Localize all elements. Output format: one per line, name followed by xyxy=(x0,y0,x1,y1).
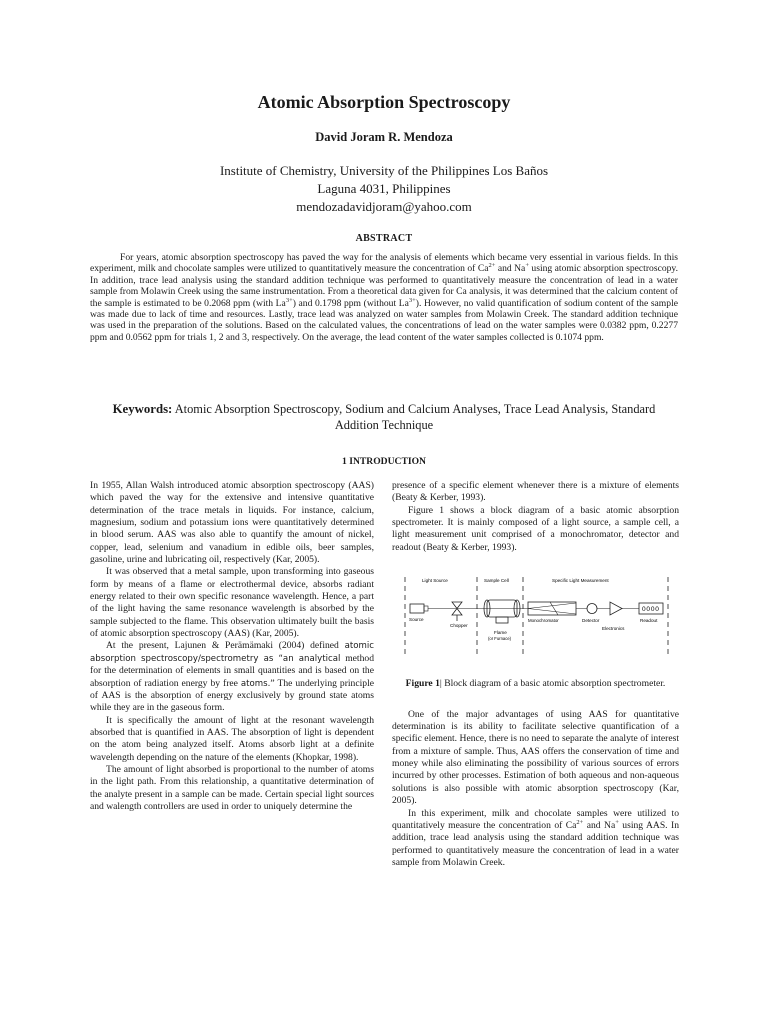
figure-label-flame: Flame xyxy=(494,630,507,636)
author-email: mendozadavidjoram@yahoo.com xyxy=(296,199,472,214)
abstract-heading: ABSTRACT xyxy=(355,233,413,244)
handwritten-style-text: atoms. xyxy=(240,678,271,689)
detector-icon xyxy=(587,604,597,614)
superscript: 2+ xyxy=(488,262,496,270)
paragraph: Figure 1 shows a block diagram of a basic atomic absorption spectrometer. It is mainly composed of a light source, a sample cell, a light measurement unit comprised of a monochromator, detector and readout (Beaty & Kerber, 1993). xyxy=(392,504,679,553)
abstract-text: ) and 0.1798 ppm (without La xyxy=(292,297,409,309)
source-lamp-icon xyxy=(410,604,424,613)
superscript: 3+ xyxy=(408,296,416,304)
left-column xyxy=(90,480,374,813)
paragraph: It is specifically the amount of light at the resonant wavelength absorbed that is quantified in AAS. The absorption of light is dependent on the atom being analyzed itself. Atoms absorb light at a definite wavelength depending on the nature of the elements (Khopkar, 1998). xyxy=(90,714,374,763)
paragraph-text: method for the determination of elements in small quantities and is based on the absorption of radiation energy by free xyxy=(90,652,374,689)
figure-label-monochromator: Monochromator xyxy=(528,618,559,624)
paragraph-text: using AAS. In addition, trace lead analysis using the standard addition technique was performed to quantitatively measure the concentration of lead in a water sample from Molawin Creek. xyxy=(392,819,679,868)
figure-label-electronics: Electronics xyxy=(602,626,625,632)
paragraph-text: In this experiment, milk and chocolate samples were utilized to quantitatively measure the concentration of Ca xyxy=(392,807,679,831)
paragraph xyxy=(90,640,374,714)
paragraph: It was observed that a metal sample, upon transforming into gaseous form by means of a flame or electrothermal device, absorbs radiant energy related to their own specific resonance wavelength. Hence, a part of the light having the same resonance wavelength is absorbed by the sample subjected to the flame. This observation ultimately built the basis of atomic absorption spectroscopy (AAS) (Kar, 2005). xyxy=(90,566,374,640)
author-name: David Joram R. Mendoza xyxy=(315,130,453,144)
paragraph: In 1955, Allan Walsh introduced atomic absorption spectroscopy (AAS) which paved the way for the extensive and intensive quantitative determination of the trace metals in liquids. For instance, calcium, magnesium, sodium and potassium ions were quantitatively determined in blood serum. AAS was also able to quantify the amount of nickel, copper, lead, selenium and vanadium in edible oils, beer samples, gasoline, urine and lubricating oil, respectively (Kar, 2005). xyxy=(90,480,374,566)
figure-label-chopper: Chopper xyxy=(450,623,468,629)
paragraph-text: ” The underlying principle of AAS is the absorption of energy exclusively by ground state atoms while they are in the gaseous form. xyxy=(90,677,374,714)
figure-label-readout: Readout xyxy=(640,618,658,624)
aas-block-diagram xyxy=(392,574,679,660)
superscript: + xyxy=(525,262,529,270)
paragraph: One of the major advantages of using AAS for quantitative determination is its ability to facilitate selective quantification of a specific element. Hence, there is no need to separate the analyte of interest from a mixture of sample. Thus, AAS offers the conservation of time and money while also eliminating the possibility of various sources of errors incurred by other processes. Estimation of both aqueous and non-aqueous solutions is also possible with atomic absorption spectroscopy (Kar, 2005). xyxy=(392,708,679,807)
superscript: 2+ xyxy=(576,818,584,826)
figure-label-light-source: Light Source xyxy=(422,578,448,584)
keywords-label: Keywords: xyxy=(112,402,173,416)
section-heading-introduction: 1 INTRODUCTION xyxy=(342,456,426,467)
abstract-text: and Na xyxy=(495,263,526,275)
paragraph-text: and Na xyxy=(583,819,616,831)
paragraph: presence of a specific element whenever there is a mixture of elements (Beaty & Kerber, 1993). xyxy=(392,480,679,504)
abstract-body xyxy=(90,252,678,343)
paragraph xyxy=(392,808,679,870)
keywords-text: Atomic Absorption Spectroscopy, Sodium and Calcium Analyses, Trace Lead Analysis, Standard Addition Technique xyxy=(172,402,656,432)
section-dividers xyxy=(405,577,668,654)
superscript: + xyxy=(615,818,619,826)
figure-label-specific-light: Specific Light Measurement xyxy=(552,578,609,584)
superscript: 3+ xyxy=(285,296,293,304)
affiliation-address: Laguna 4031, Philippines xyxy=(317,181,451,196)
abstract-text: For years, atomic absorption spectroscopy has paved the way for the analysis of elements which became very essential in various fields. In this experiment, milk and chocolate samples were utilized to quantitatively measure the concentration of Ca xyxy=(90,252,678,275)
figure-label-source: Source xyxy=(409,617,424,623)
affiliation-block xyxy=(0,162,768,216)
affiliation-institute: Institute of Chemistry, University of the Philippines Los Baños xyxy=(219,163,549,178)
handwritten-style-text: atomic absorption spectroscopy/spectrometry as “an analytical xyxy=(90,641,374,664)
figure-caption xyxy=(404,678,667,690)
figure-label-detector: Detector xyxy=(582,618,600,624)
paragraph-text: At the present, Lajunen & Perämämaki (2004) defined xyxy=(106,640,345,652)
right-column xyxy=(392,480,679,869)
abstract-text: using atomic absorption spectroscopy. In addition, trace lead analysis using the standard addition technique was performed to quantitatively measure the concentration of lead in a water sample from Molawin Creek using the same instrumentation. From a theoretical data given for Ca analysis, it was determined that the calcium content of the sample is estimated to be 0.2068 ppm (with La xyxy=(90,263,678,309)
readout-digits: 0000 xyxy=(642,606,660,614)
figure-label-sample-cell: Sample Cell xyxy=(484,578,509,584)
abstract-text: ). However, no valid quantification of sodium content of the sample was made due to lack of time and resources. Lastly, trace lead was analyzed on water samples from Molawin Creek. The standard addition technique was used in the preparation of the solutions. Based on the calculated values, the concentrations of lead on the water samples were 0.0382 ppm, 0.2277 ppm and 0.0562 ppm for trials 1, 2 and 3, respectively. On the average, the lead content of the water samples collected is 0.1074 ppm. xyxy=(90,297,678,343)
figure-caption-text: | Block diagram of a basic atomic absorption spectrometer. xyxy=(439,678,666,690)
keywords-block xyxy=(90,401,678,433)
figure-caption-label: Figure 1 xyxy=(405,678,440,690)
paragraph: The amount of light absorbed is proportional to the number of atoms in the light path. From this relationship, a quantitative determination of the analyte present in a sample can be made. Certain special light sources and walength controllers are used in order to uniquely determine the xyxy=(90,763,374,812)
figure-label-furnace: (or Furnace) xyxy=(488,636,512,642)
paper-title: Atomic Absorption Spectroscopy xyxy=(257,92,511,112)
electronics-amplifier-icon xyxy=(610,602,622,615)
